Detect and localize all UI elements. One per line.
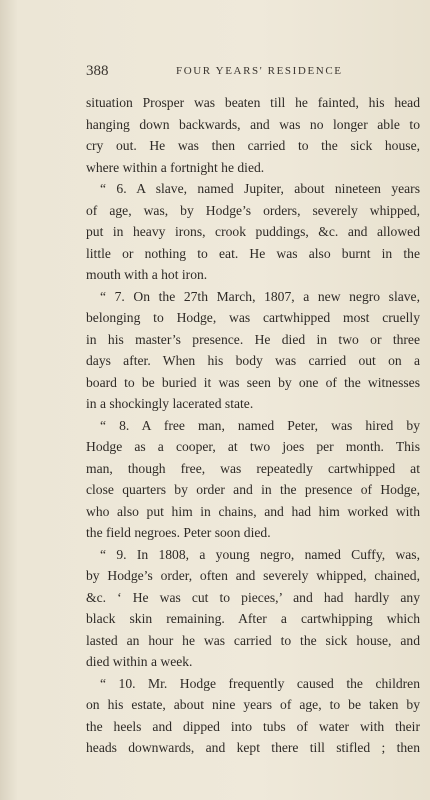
text-line: who also put him in chains, and had him worked with	[86, 503, 420, 519]
text-line: by Hodge’s order, often and severely whipped, chained,	[86, 568, 420, 583]
running-head: FOUR YEARS' RESIDENCE	[176, 65, 343, 77]
text-line: board to be buried it was seen by one of the witnesses	[86, 374, 420, 390]
text-line: close quarters by order and in the presence of Hodge,	[86, 482, 420, 497]
text-line: “ 10. Mr. Hodge frequently caused the children	[100, 675, 420, 691]
text-line: on his estate, about nine years of age, to be taken by	[86, 697, 420, 712]
text-line: where within a fortnight he died.	[86, 159, 265, 175]
text-line: Hodge as a cooper, at two joes per month. This	[86, 439, 420, 454]
text-line: of age, was, by Hodge’s orders, severely whipped,	[86, 202, 420, 218]
text-line: the heels and dipped into tubs of water with their	[86, 718, 420, 734]
text-line: in his master’s presence. He died in two or three	[86, 331, 420, 347]
text-line: “ 9. In 1808, a young negro, named Cuffy, was,	[100, 546, 420, 562]
text-line: heads downwards, and kept there till stifled ; then	[86, 740, 420, 755]
text-line: cry out. He was then carried to the sick house,	[86, 138, 420, 153]
text-line: “ 7. On the 27th March, 1807, a new negro slave,	[100, 288, 420, 304]
text-line: &c. ‘ He was cut to pieces,’ and had hardly any	[86, 589, 420, 605]
page-number: 388	[86, 63, 109, 79]
text-line: days after. When his body was carried out on a	[86, 353, 420, 368]
text-line: belonging to Hodge, was cartwhipped most cruelly	[86, 310, 420, 325]
text-line: died within a week.	[86, 654, 193, 669]
text-line: hanging down backwards, and was no longer able to	[86, 116, 420, 132]
text-line: the field negroes. Peter soon died.	[86, 525, 271, 540]
body-text	[86, 92, 420, 759]
text-line: lasted an hour he was carried to the sick house, and	[86, 632, 420, 648]
text-line: “ 6. A slave, named Jupiter, about nineteen years	[100, 181, 420, 196]
text-line: situation Prosper was beaten till he fainted, his head	[86, 95, 420, 110]
text-line: mouth with a hot iron.	[86, 267, 208, 282]
text-line: man, though free, was repeatedly cartwhipped at	[86, 460, 420, 476]
text-line: put in heavy irons, crook puddings, &c. and allowed	[86, 224, 420, 239]
text-line: little or nothing to eat. He was also burnt in the	[86, 245, 420, 261]
text-line: “ 8. A free man, named Peter, was hired by	[100, 417, 420, 433]
text-line: in a shockingly lacerated state.	[86, 396, 254, 411]
page-header	[86, 63, 416, 81]
text-line: black skin remaining. After a cartwhipping which	[86, 611, 420, 626]
